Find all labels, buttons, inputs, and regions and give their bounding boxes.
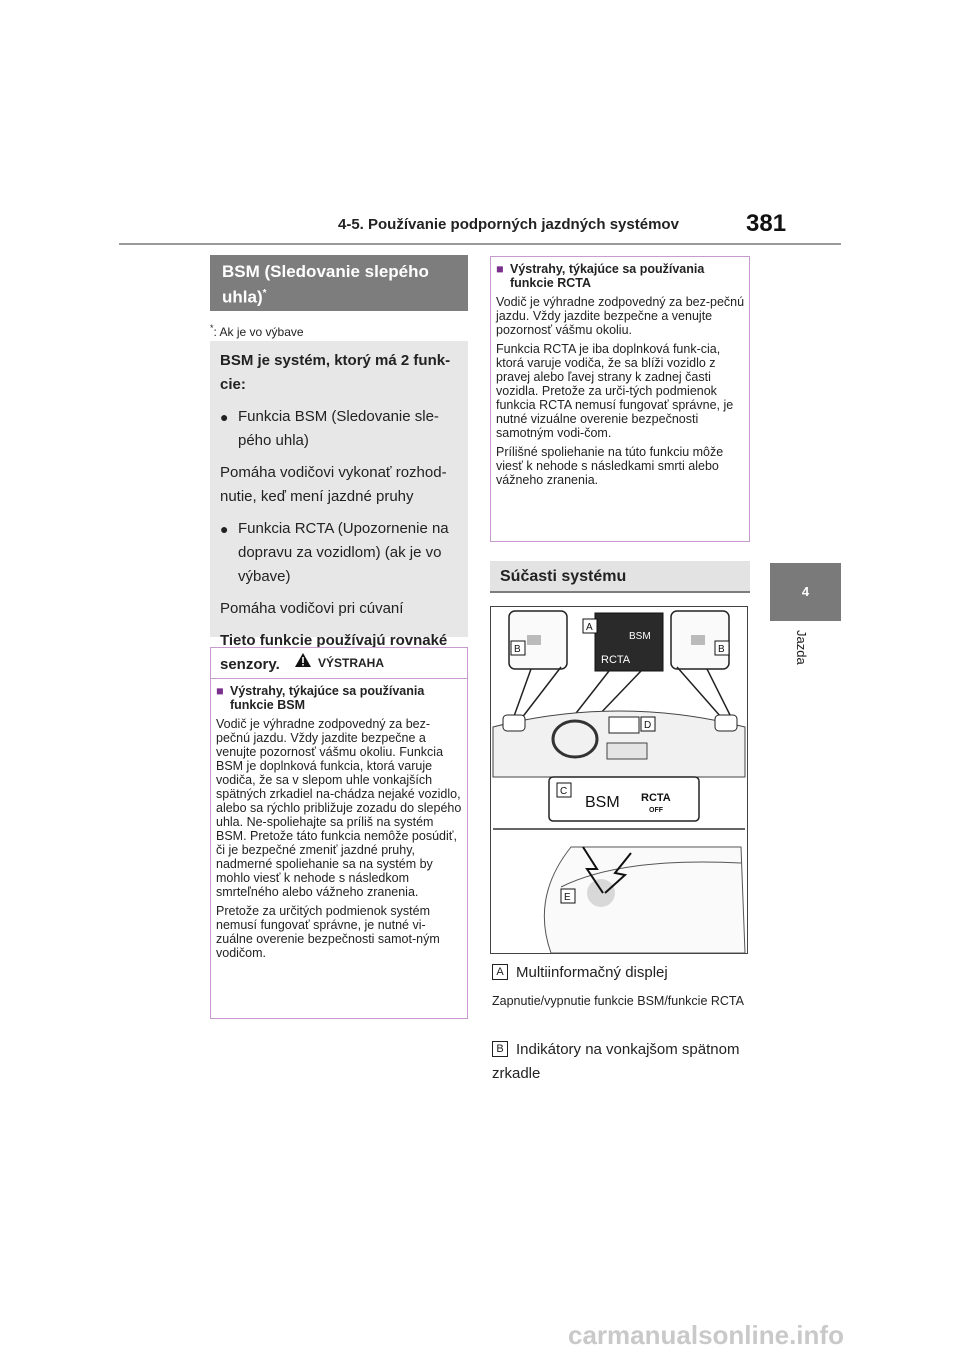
square-bullet-icon: ■ [496, 262, 504, 276]
callout-label-b-right: B [718, 644, 725, 655]
running-header: 4-5. Používanie podporných jazdných systémov [338, 216, 679, 233]
square-bullet-icon: ■ [216, 684, 224, 698]
watermark: carmanualsonline.info [568, 1320, 844, 1350]
footnote-mark: * [210, 323, 214, 333]
warning2-body [496, 262, 746, 492]
intro-bullet-rcta [220, 517, 458, 589]
warning-subtitle-text: Výstrahy, týkajúce sa používania funkcie BSM [230, 684, 425, 712]
warning2-paragraph-2: Funkcia RCTA je iba doplnková funk-cia, ktorá varuje vodiča, že sa blíži vozidlo z pravej alebo ľavej strany k zadnej časti vozidla. Pretože za urči-tých podmienok funkcia RCTA nemusí fungovať správne, je nutné vizuálne overenie bezpečnosti samotným vodi-čom. [496, 342, 734, 440]
display-bsm-text: BSM [629, 631, 651, 642]
callout-label-c: C [560, 786, 568, 797]
header-rule [119, 243, 841, 245]
intro-text-rcta: Pomáha vodičovi pri cúvaní [220, 600, 404, 617]
warning-paragraph-1: Vodič je výhradne zodpovedný za bez-pečnú jazdu. Vždy jazdite bezpečne a venujte pozornosť vášmu okoliu. Funkcia BSM je doplnková funkcia, ktorá varuje vodiča, že sa v slepom uhle vonkajších spätných zrkadiel na-chádza nejaké vozidlo, alebo sa rýchlo približuje zozadu do slepého uhla. Ne-spoliehajte sa príliš na systém BSM. Pretože táto funkcia nemôže posúdiť, či je bezpečné zmeniť jazdné pruhy, nadmerné spoliehanie sa na systém by mohlo viesť k nehode s následkom smrteľného alebo vážneho zranenia. [216, 717, 462, 899]
intro-bullet-bsm [220, 405, 458, 453]
component-item-a-description: Zapnutie/vypnutie funkcie BSM/funkcie RCTA [492, 994, 744, 1008]
warning2-paragraph-3: Prílišné spoliehanie na túto funkciu môže viesť k nehode s následkami smrti alebo vážneho zranenia. [496, 445, 724, 487]
component-item-a [492, 964, 668, 981]
bsm-section-heading [210, 255, 468, 311]
callout-label-a: A [586, 622, 593, 633]
warning2-paragraph-1: Vodič je výhradne zodpovedný za bez-pečnú jazdu. Vždy jazdite bezpečne a venujte pozornosť vášmu okoliu. [496, 295, 745, 337]
callout-label-e: E [564, 892, 571, 903]
callout-label-d: D [644, 720, 652, 731]
warning-box-rcta [490, 256, 750, 542]
intro-text-bsm: Pomáha vodičovi vykonať rozhod-nutie, keď mení jazdné pruhy [220, 464, 447, 505]
system-illustration [490, 606, 748, 954]
footnote-text: : Ak je vo výbave [213, 325, 304, 339]
component-item-b [492, 1038, 750, 1086]
display-rcta-text: RCTA [601, 654, 631, 666]
bullet-dot-icon: ● [220, 409, 229, 425]
switch-off-text: OFF [649, 807, 663, 814]
components-heading: Súčasti systému [490, 561, 750, 593]
warning-subtitle [216, 684, 462, 712]
intro-bullet-rcta-text: Funkcia RCTA (Upozornenie na dopravu za vozidlom) (ak je vo výbave) [238, 520, 449, 585]
page-number: 381 [746, 210, 787, 237]
switch-rcta-text: RCTA [641, 792, 671, 804]
component-item-a-label: Multiinformačný displej [516, 964, 668, 981]
warning-title [211, 648, 467, 678]
footnote [210, 323, 304, 339]
bsm-section-title: BSM (Sledovanie slepého uhla) [222, 262, 429, 307]
intro-bullet-bsm-text: Funkcia BSM (Sledovanie sle-pého uhla) [238, 408, 439, 449]
chapter-tab-label: Jazda [794, 630, 809, 665]
warning-divider [211, 678, 467, 679]
warning2-subtitle-text: Výstrahy, týkajúce sa používania funkcie RCTA [510, 262, 705, 290]
badge-b: B [492, 1041, 508, 1057]
warning-triangle-icon [294, 649, 312, 679]
warning-paragraph-2: Pretože za určitých podmienok systém nemusí fungovať správne, je nutné vi-zuálne overenie bezpečnosti samot-ným vodičom. [216, 904, 440, 960]
intro-closing: Tieto funkcie používajú rovnaké senzory. [220, 632, 448, 673]
badge-a: A [492, 964, 508, 980]
warning-title-text: VÝSTRAHA [317, 656, 384, 670]
intro-lead: BSM je systém, ktorý má 2 funk-cie: [220, 352, 451, 393]
bsm-section-title-mark: * [262, 288, 267, 299]
callout-label-b-left: B [514, 644, 521, 655]
warning-box-bsm [210, 647, 468, 1019]
warning-body [216, 684, 462, 965]
bullet-dot-icon: ● [220, 521, 229, 537]
component-item-b-label: Indikátory na vonkajšom spätnom zrkadle [492, 1041, 740, 1082]
switch-bsm-text: BSM [585, 794, 620, 811]
chapter-tab: 4 [770, 563, 841, 621]
cockpit-illustration-svg [491, 607, 747, 953]
warning2-subtitle [496, 262, 746, 290]
